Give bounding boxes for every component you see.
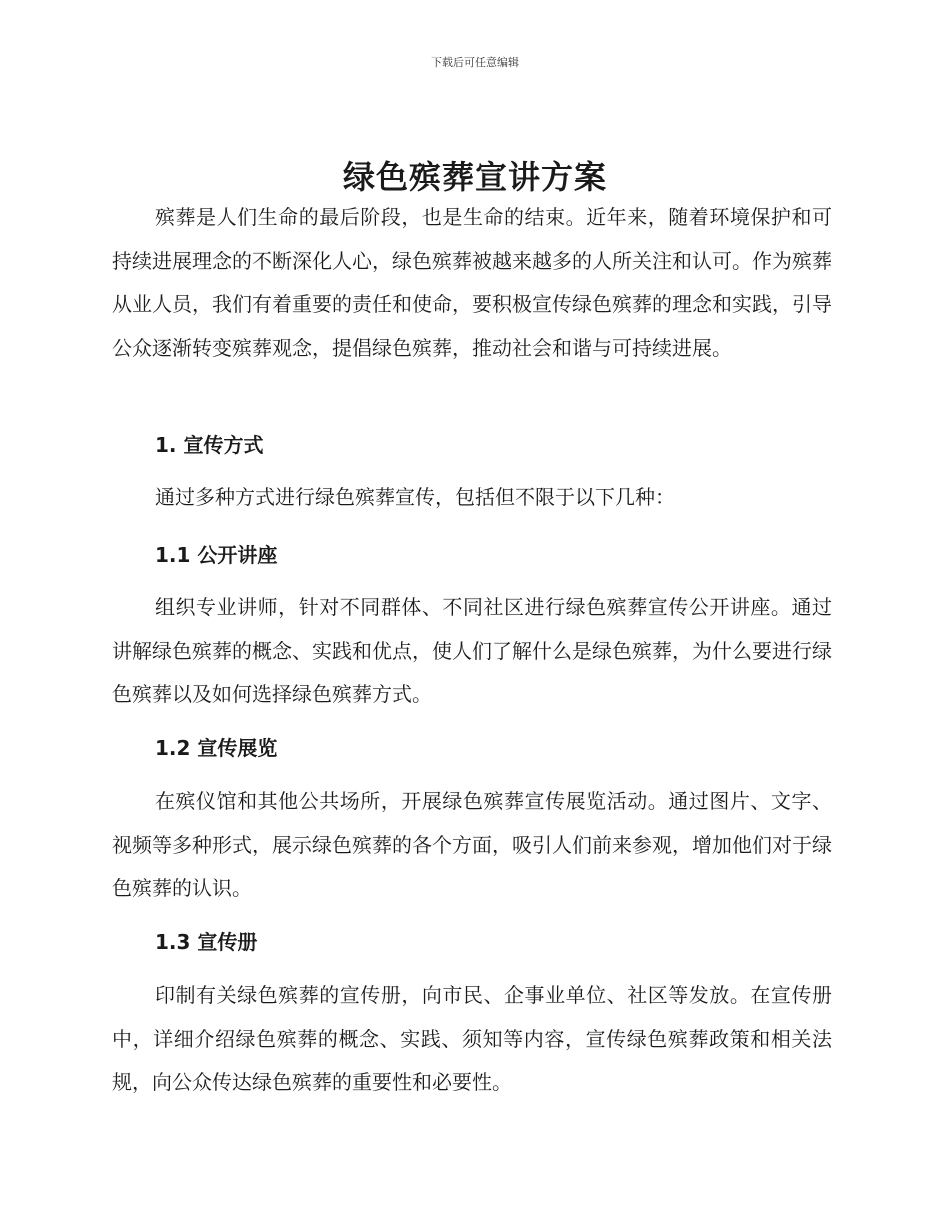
intro-paragraph: 殡葬是人们生命的最后阶段，也是生命的结束。近年来，随着环境保护和可持续进展理念的不断深化人心，绿色殡葬被越来越多的人所关注和认可。作为殡葬从业人员，我们有着重要的责任和使命，要积极宣传绿色殡葬的理念和实践，引导公众逐渐转变殡葬观念，提倡绿色殡葬，推动社会和谐与可持续进展。 bbox=[112, 205, 832, 360]
section-1-3 bbox=[112, 927, 832, 957]
section-1-2-heading: 1.2 宣传展览 bbox=[155, 736, 278, 760]
header-note: 下载后可任意编辑 bbox=[431, 56, 519, 69]
section-1-3-paragraph: 印制有关绿色殡葬的宣传册，向市民、企事业单位、社区等发放。在宣传册中，详细介绍绿色殡葬的概念、实践、须知等内容，宣传绿色殡葬政策和相关法规，向公众传达绿色殡葬的重要性和必要性。 bbox=[112, 983, 832, 1094]
section-1-paragraph: 通过多种方式进行绿色殡葬宣传，包括但不限于以下几种： bbox=[155, 485, 675, 509]
section-1-2-paragraph: 在殡仪馆和其他公共场所，开展绿色殡葬宣传展览活动。通过图片、文字、视频等多种形式，展示绿色殡葬的各个方面，吸引人们前来参观，增加他们对于绿色殡葬的认识。 bbox=[112, 789, 832, 900]
document-title: 绿色殡葬宣讲方案 bbox=[342, 158, 607, 196]
section-1-1-paragraph: 组织专业讲师，针对不同群体、不同社区进行绿色殡葬宣传公开讲座。通过讲解绿色殡葬的概念、实践和优点，使人们了解什么是绿色殡葬，为什么要进行绿色殡葬以及如何选择绿色殡葬方式。 bbox=[112, 595, 832, 706]
section-1-2 bbox=[112, 733, 832, 763]
section-1-3-body bbox=[112, 974, 832, 1105]
intro-section bbox=[112, 196, 832, 370]
section-1-1 bbox=[112, 540, 832, 570]
section-1-2-body bbox=[112, 780, 832, 911]
section-1-3-heading: 1.3 宣传册 bbox=[155, 930, 258, 954]
section-1-body bbox=[112, 476, 832, 520]
section-1-heading: 1. 宣传方式 bbox=[155, 433, 264, 457]
section-1-1-heading: 1.1 公开讲座 bbox=[155, 543, 278, 567]
section-1-1-body bbox=[112, 586, 832, 717]
section-1 bbox=[112, 430, 832, 460]
